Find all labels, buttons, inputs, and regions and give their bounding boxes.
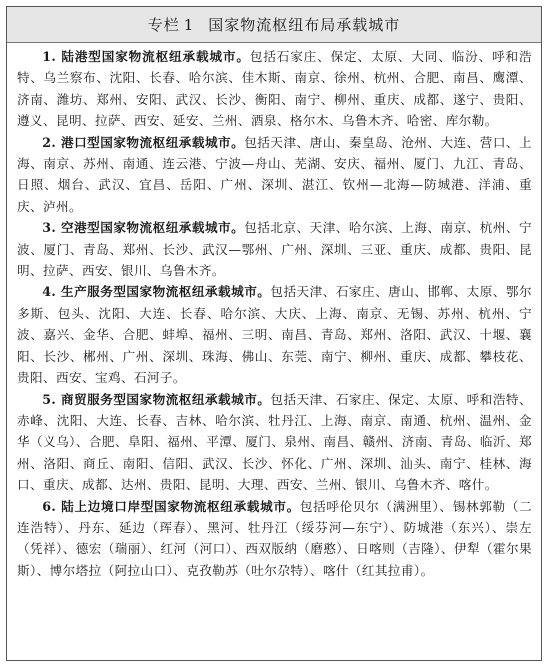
paragraph-text: 包括天津、石家庄、保定、太原、呼和浩特、赤峰、沈阳、大连、长春、吉林、哈尔滨、牡丹江、上海、南京、南通、杭州、温州、金华（义乌）、合肥、阜阳、福州、平潭、厦门、泉州、南昌、赣州、济南、青岛、临沂、郑州、洛阳、商丘、南阳、信阳、武汉、长沙、怀化、广州、深圳、汕头、南宁、桂林、海口、重庆、成都、达州、贵阳、昆明、大理、西安、兰州、银川、乌鲁木齐、喀什。	[17, 391, 533, 493]
paragraph-seaport	[17, 132, 532, 218]
paragraph-lead: 1. 陆港型国家物流枢纽承载城市。	[42, 49, 250, 64]
paragraph-text: 包括天津、唐山、秦皇岛、沧州、大连、营口、上海、南京、苏州、南通、连云港、宁波—舟山、芜湖、安庆、福州、厦门、九江、青岛、日照、烟台、武汉、宜昌、岳阳、广州、深圳、湛江、钦州—北海—防城港、洋浦、重庆、泸州。	[17, 134, 532, 214]
paragraph-trade-service	[17, 389, 532, 496]
column-header	[7, 7, 541, 43]
paragraph-land-port	[17, 46, 532, 132]
paragraph-lead: 3. 空港型国家物流枢纽承载城市。	[42, 220, 245, 236]
paragraph-text: 包括天津、石家庄、唐山、邯郸、太原、鄂尔多斯、包头、沈阳、大连、长春、哈尔滨、大庆、上海、南京、无锡、苏州、杭州、宁波、嘉兴、金华、合肥、蚌埠、福州、三明、南昌、青岛、郑州、洛阳、武汉、十堰、襄阳、长沙、郴州、广州、深圳、珠海、佛山、东莞、南宁、柳州、重庆、成都、攀枝花、贵阳、西安、宝鸡、石河子。	[17, 284, 533, 386]
paragraph-lead: 6. 陆上边境口岸型国家物流枢纽承载城市。	[42, 498, 300, 514]
column-number: 1	[183, 15, 195, 34]
paragraph-land-border-port	[17, 496, 532, 582]
paragraph-lead: 5. 商贸服务型国家物流枢纽承载城市。	[42, 391, 271, 407]
paragraph-text: 包括北京、天津、哈尔滨、上海、南京、杭州、宁波、厦门、青岛、郑州、长沙、武汉—鄂州、广州、深圳、三亚、重庆、成都、贵阳、昆明、拉萨、西安、银川、乌鲁木齐。	[17, 220, 532, 279]
column-label: 专栏	[147, 16, 180, 34]
column-body	[7, 43, 541, 581]
column-box	[6, 6, 542, 661]
paragraph-text: 包括呼伦贝尔（满洲里）、锡林郭勒（二连浩特）、丹东、延边（珲春）、黑河、牡丹江（绥芬河—东宁）、防城港（东兴）、崇左（凭祥）、德宏（瑞丽）、红河（河口）、西双版纳（磨憨）、日喀则（吉隆）、伊犁（霍尔果斯）、博尔塔拉（阿拉山口）、克孜勒苏（吐尔尕特）、喀什（红其拉甫）。	[17, 498, 532, 578]
paragraph-lead: 2. 港口型国家物流枢纽承载城市。	[42, 134, 245, 150]
column-title: 国家物流枢纽布局承载城市	[208, 16, 401, 34]
paragraph-lead: 4. 生产服务型国家物流枢纽承载城市。	[42, 284, 271, 300]
paragraph-production-service	[17, 281, 532, 388]
paragraph-airport	[17, 217, 532, 281]
paragraph-text: 包括石家庄、保定、太原、大同、临汾、呼和浩特、乌兰察布、沈阳、长春、哈尔滨、佳木斯、南京、徐州、杭州、合肥、南昌、鹰潭、济南、潍坊、郑州、安阳、武汉、长沙、衡阳、南宁、柳州、重庆、成都、遂宁、贵阳、遵义、昆明、拉萨、西安、延安、兰州、酒泉、格尔木、乌鲁木齐、哈密、库尔勒。	[17, 49, 532, 129]
